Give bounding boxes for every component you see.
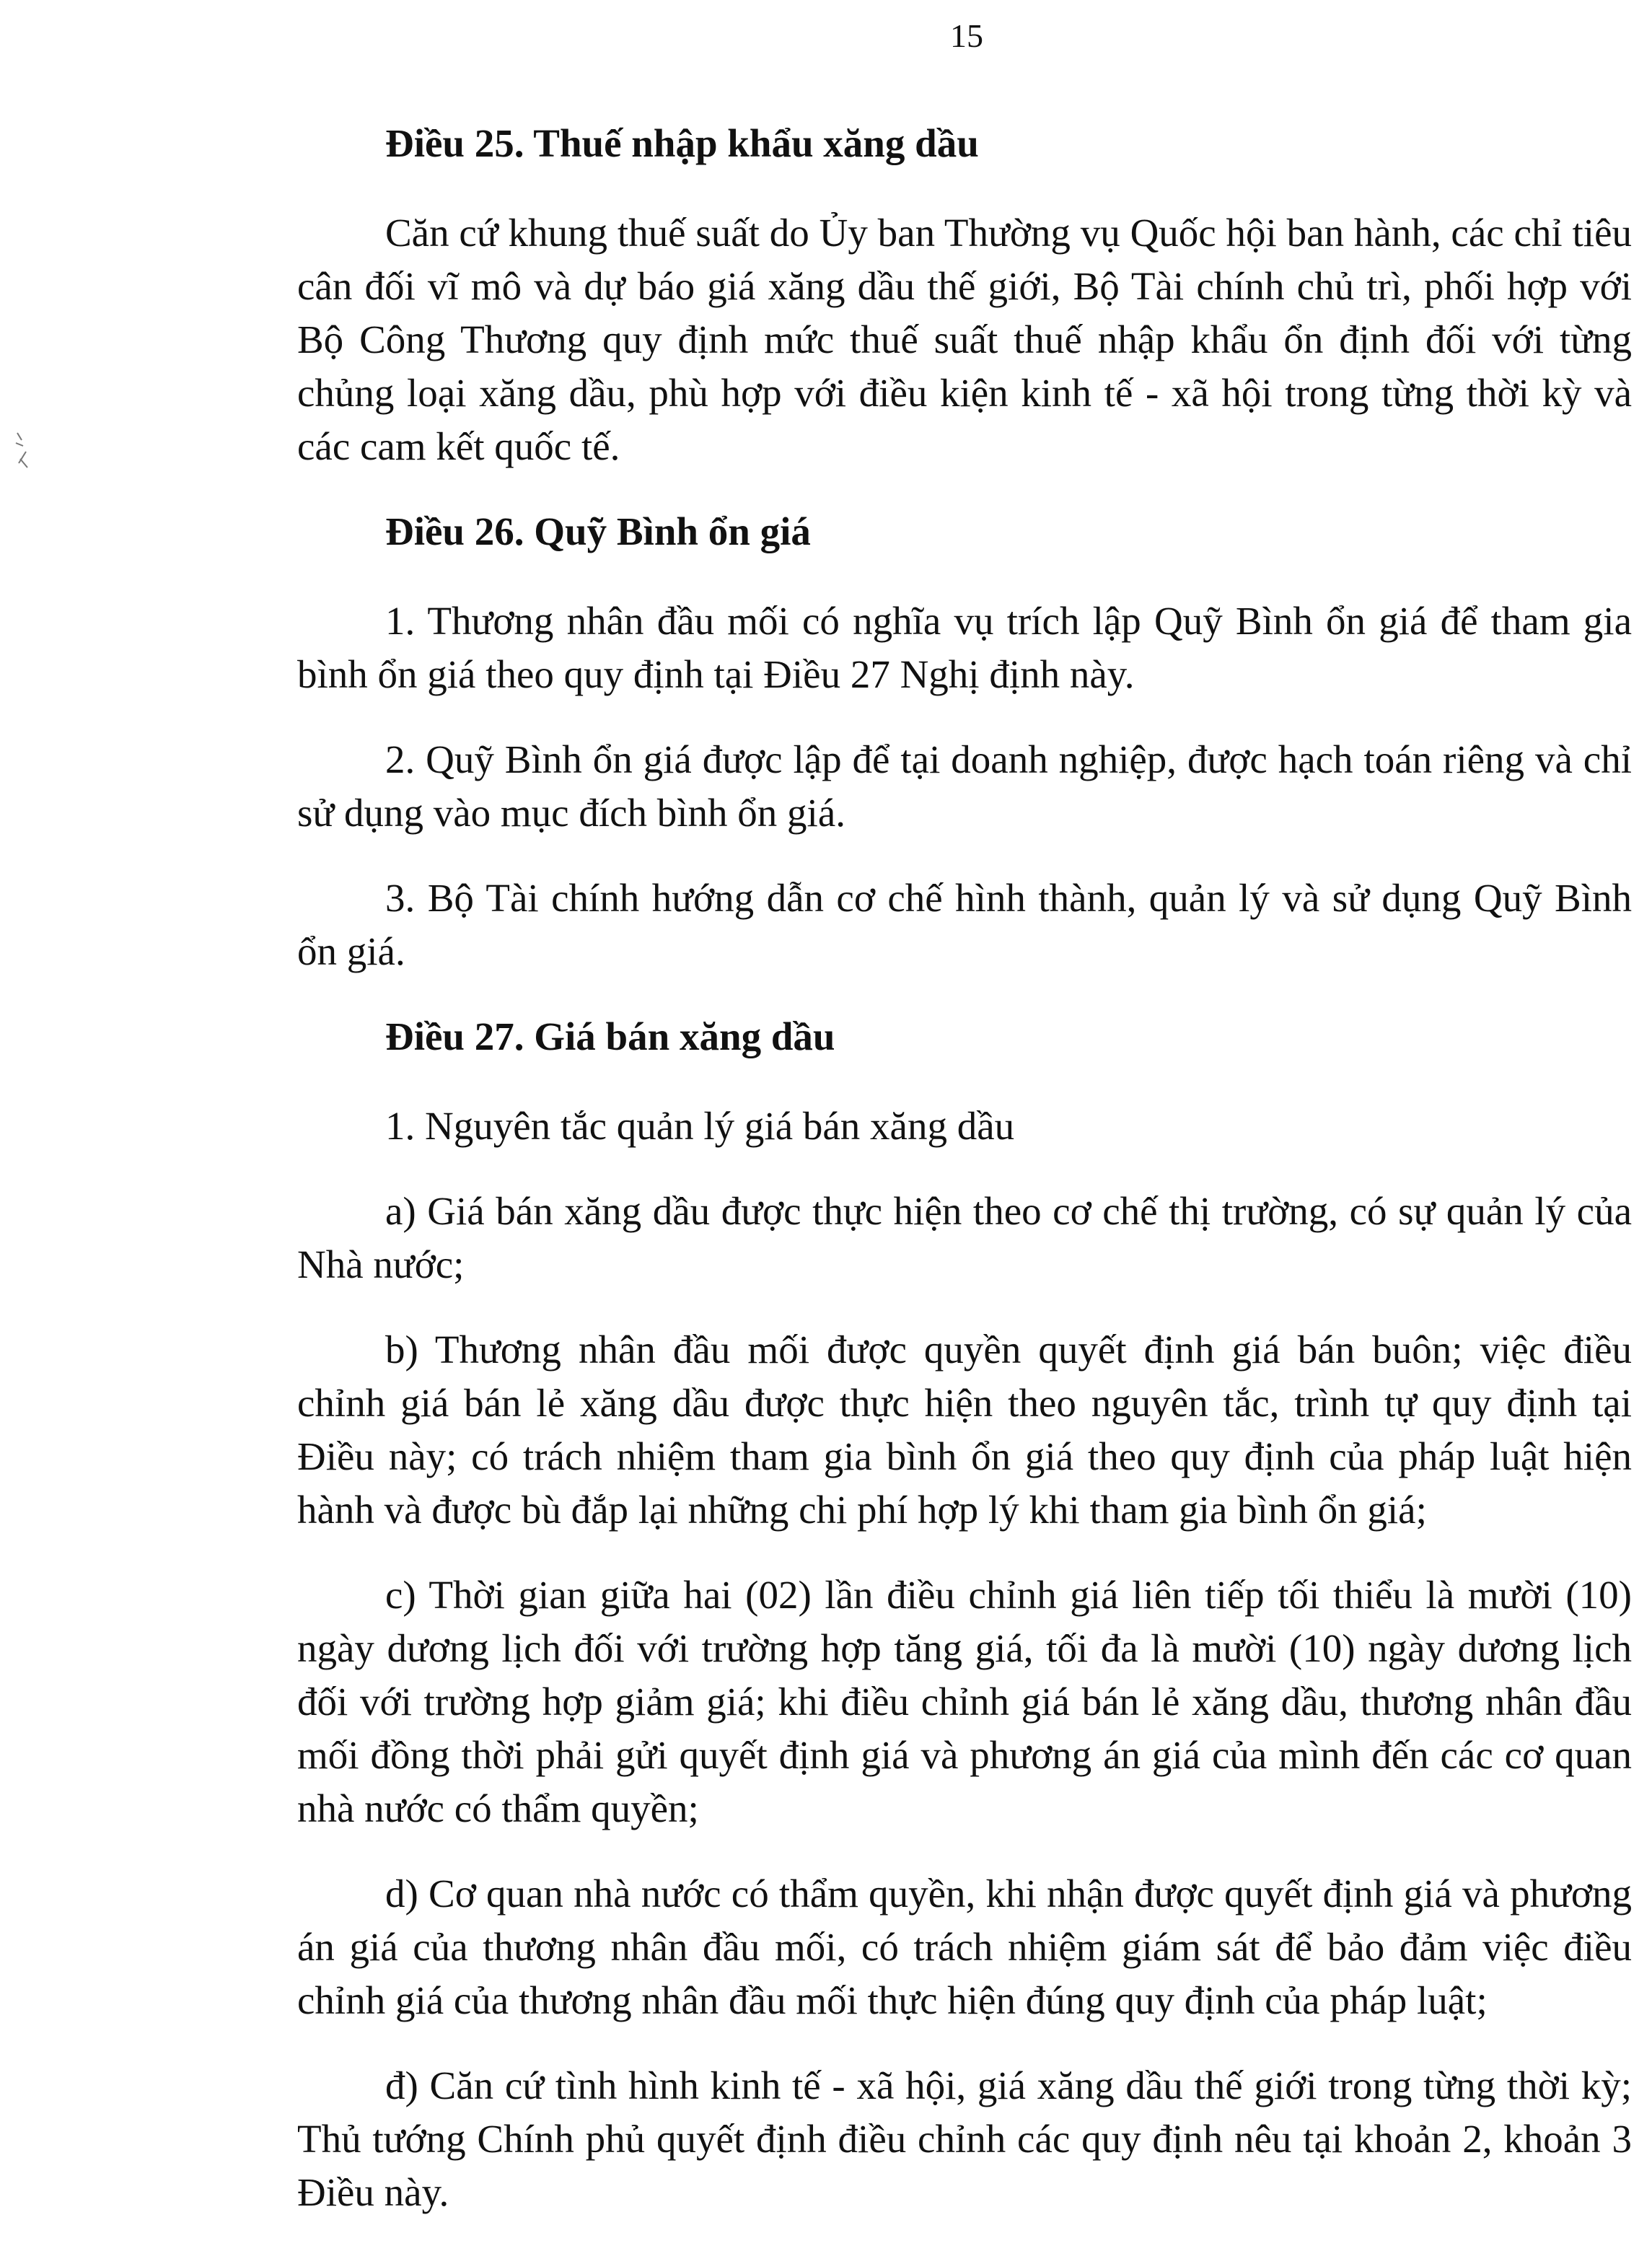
article-heading: Điều 26. Quỹ Bình ổn giá xyxy=(385,509,811,553)
paragraph: b) Thương nhân đầu mối được quyền quyết định giá bán buôn; việc điều chỉnh giá bán lẻ xăng dầu được thực hiện theo nguyên tắc, trình tự quy định tại Điều này; có trách nhiệm tham gia bình ổn giá theo quy định của pháp luật hiện hành và được bù đắp lại những chi phí hợp lý khi tham gia bình ổn giá; xyxy=(297,1328,1632,1532)
page-number: 15 xyxy=(950,17,983,54)
article-25 xyxy=(297,117,1632,473)
paragraph: a) Giá bán xăng dầu được thực hiện theo cơ chế thị trường, có sự quản lý của Nhà nước; xyxy=(297,1189,1632,1286)
paragraph: 3. Bộ Tài chính hướng dẫn cơ chế hình thành, quản lý và sử dụng Quỹ Bình ổn giá. xyxy=(297,876,1632,973)
paragraph: c) Thời gian giữa hai (02) lần điều chỉnh giá liên tiếp tối thiểu là mười (10) ngày dương lịch đối với trường hợp tăng giá, tối đa là mười (10) ngày dương lịch đối với trường hợp giảm giá; khi điều chỉnh giá bán lẻ xăng dầu, thương nhân đầu mối đồng thời phải gửi quyết định giá và phương án giá của mình đến các cơ quan nhà nước có thẩm quyền; xyxy=(297,1573,1632,1830)
article-27 xyxy=(297,1010,1632,2219)
scan-mark xyxy=(12,430,33,481)
paragraph: Căn cứ khung thuế suất do Ủy ban Thường vụ Quốc hội ban hành, các chỉ tiêu cân đối vĩ mô và dự báo giá xăng dầu thế giới, Bộ Tài chính chủ trì, phối hợp với Bộ Công Thương quy định mức thuế suất thuế nhập khẩu ổn định đối với từng chủng loại xăng dầu, phù hợp với điều kiện kinh tế - xã hội trong từng thời kỳ và các cam kết quốc tế. xyxy=(297,211,1632,468)
document-body xyxy=(297,117,1632,2251)
article-heading: Điều 25. Thuế nhập khẩu xăng dầu xyxy=(385,121,979,165)
paragraph: đ) Căn cứ tình hình kinh tế - xã hội, giá xăng dầu thế giới trong từng thời kỳ; Thủ tướng Chính phủ quyết định điều chỉnh các quy định nêu tại khoản 2, khoản 3 Điều này. xyxy=(297,2063,1632,2214)
paragraph: 2. Quỹ Bình ổn giá được lập để tại doanh nghiệp, được hạch toán riêng và chỉ sử dụng vào mục đích bình ổn giá. xyxy=(297,737,1632,835)
article-heading: Điều 27. Giá bán xăng dầu xyxy=(385,1014,835,1058)
paragraph: d) Cơ quan nhà nước có thẩm quyền, khi nhận được quyết định giá và phương án giá của thương nhân đầu mối, có trách nhiệm giám sát để bảo đảm việc điều chỉnh giá của thương nhân đầu mối thực hiện đúng quy định của pháp luật; xyxy=(297,1872,1632,2022)
paragraph: 1. Nguyên tắc quản lý giá bán xăng dầu xyxy=(385,1104,1015,1148)
article-26 xyxy=(297,505,1632,978)
paragraph: 1. Thương nhân đầu mối có nghĩa vụ trích lập Quỹ Bình ổn giá để tham gia bình ổn giá theo quy định tại Điều 27 Nghị định này. xyxy=(297,599,1632,696)
